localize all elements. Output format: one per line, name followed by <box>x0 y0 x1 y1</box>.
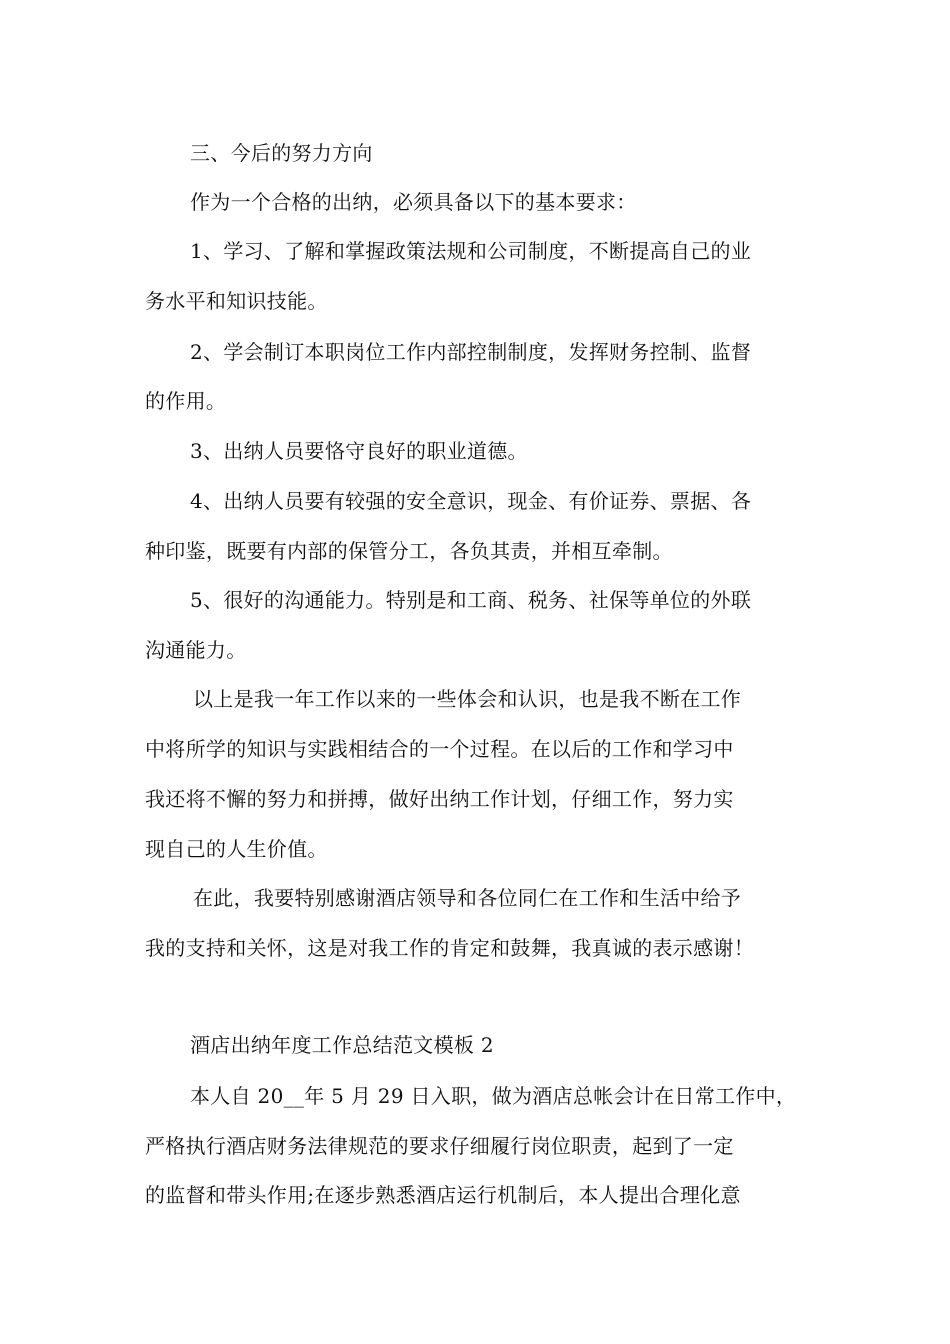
text-line: 以上是我一年工作以来的一些体会和认识，也是我不断在工作 <box>193 687 742 711</box>
text-line: 4、出纳人员要有较强的安全意识，现金、有价证券、票据、各 <box>190 489 752 513</box>
text-line: 务水平和知识技能。 <box>145 289 328 313</box>
text-line: 5、很好的沟通能力。特别是和工商、税务、社保等单位的外联 <box>190 588 752 612</box>
text-line: 3、出纳人员要恪守良好的职业道德。 <box>190 439 528 463</box>
text-line: 我的支持和关怀，这是对我工作的肯定和鼓舞，我真诚的表示感谢！ <box>145 936 754 960</box>
section-heading: 三、今后的努力方向 <box>190 141 373 165</box>
text-line: 严格执行酒店财务法律规范的要求仔细履行岗位职责，起到了一定 <box>145 1134 734 1158</box>
text-line: 我还将不懈的努力和拼搏，做好出纳工作计划，仔细工作，努力实 <box>145 787 734 811</box>
text-line: 中将所学的知识与实践相结合的一个过程。在以后的工作和学习中 <box>145 737 734 761</box>
text-line: 在此，我要特别感谢酒店领导和各位同仁在工作和生活中给予 <box>193 886 742 910</box>
text-line: 2、学会制订本职岗位工作内部控制制度，发挥财务控制、监督 <box>190 340 752 364</box>
text-line: 作为一个合格的出纳，必须具备以下的基本要求： <box>190 190 637 214</box>
text-line: 的作用。 <box>145 389 227 413</box>
text-line: 1、学习、了解和掌握政策法规和公司制度，不断提高自己的业 <box>190 239 752 263</box>
text-line: 沟通能力。 <box>145 638 247 662</box>
text-line: 的监督和带头作用;在逐步熟悉酒店运行机制后，本人提出合理化意 <box>145 1183 741 1207</box>
text-line: 现自己的人生价值。 <box>145 837 328 861</box>
text-line: 本人自 20__年 5 月 29 日入职，做为酒店总帐会计在日常工作中， <box>190 1084 797 1108</box>
article-title: 酒店出纳年度工作总结范文模板 2 <box>190 1033 494 1057</box>
text-line: 种印鉴，既要有内部的保管分工，各负其责，并相互牵制。 <box>145 539 673 563</box>
